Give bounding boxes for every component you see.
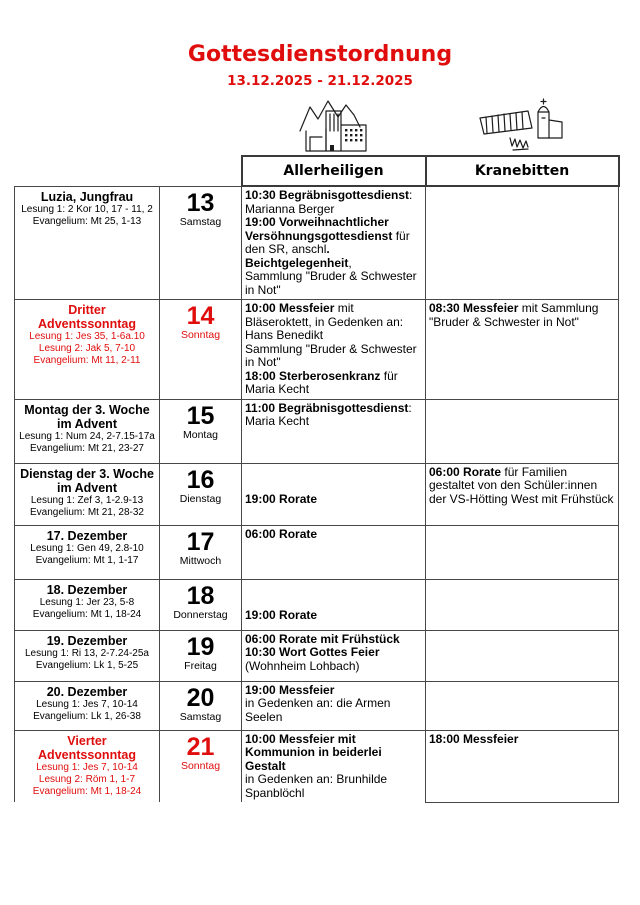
service-line <box>245 370 422 397</box>
day-title: 18. Dezember <box>46 582 128 597</box>
kranebitten-cell <box>426 399 619 463</box>
service-text: Marianna Berger <box>245 201 335 216</box>
day-number-cell <box>160 730 242 802</box>
table-row <box>15 525 619 579</box>
service-line <box>245 773 422 800</box>
service-text: mit Bläseroktett, in Gedenken an: Hans Benedikt <box>245 301 404 342</box>
day-number: 17 <box>186 527 215 556</box>
day-number-cell <box>160 186 242 300</box>
day-number: 15 <box>186 401 215 430</box>
day-title: Dritter Adventssonntag <box>38 303 136 331</box>
allerheiligen-church-drawing-icon <box>296 95 388 155</box>
service-text: : <box>408 400 412 415</box>
service-time-bold: . Beichtgelegenheit <box>245 242 349 270</box>
day-title: Dienstag der 3. Woche im Advent <box>20 466 154 495</box>
header-spacer <box>15 156 242 186</box>
service-line <box>245 684 422 698</box>
reading-line: Lesung 2: Röm 1, 1-7 <box>38 773 136 785</box>
service-line <box>245 582 422 596</box>
day-title: 17. Dezember <box>46 528 128 543</box>
day-title: 20. Dezember <box>46 684 128 699</box>
table-row <box>15 186 619 300</box>
liturgical-day-cell <box>15 579 160 630</box>
service-text: in Gedenken an: die Armen Seelen <box>245 696 391 724</box>
reading-line: Evangelium: Mt 25, 1-13 <box>32 215 142 227</box>
day-title: Vierter Adventssonntag <box>38 733 136 762</box>
service-line <box>245 646 422 660</box>
kranebitten-cell <box>426 579 619 630</box>
weekday-label: Montag <box>182 428 219 441</box>
service-time-bold: 18:00 Sterberosenkranz <box>245 368 381 383</box>
allerheiligen-cell <box>242 300 426 400</box>
day-number: 16 <box>186 465 215 494</box>
service-time-bold: 19:00 Messfeier <box>245 682 335 697</box>
service-line <box>245 733 422 774</box>
service-time-bold: 08:30 Messfeier <box>429 301 519 315</box>
kranebitten-cell <box>426 681 619 730</box>
table-row <box>15 399 619 463</box>
service-text: für Familien gestaltet von den Schüler:innen der VS-Hötting West mit Frühstück <box>429 464 614 506</box>
service-line <box>245 302 422 343</box>
day-number-cell <box>160 681 242 730</box>
service-line <box>245 402 422 416</box>
reading-line: Evangelium: Lk 1, 5-25 <box>35 659 139 671</box>
reading-line: Lesung 1: Gen 49, 2.8-10 <box>30 542 144 554</box>
column-header-allerheiligen: Allerheiligen <box>242 156 426 186</box>
reading-line: Evangelium: Mt 11, 2-11 <box>33 355 141 366</box>
allerheiligen-cell <box>242 399 426 463</box>
day-number-cell <box>160 579 242 630</box>
service-time-bold: 19:00 Rorate <box>245 491 318 506</box>
day-title: Luzia, Jungfrau <box>40 189 134 204</box>
kranebitten-cell <box>426 730 619 802</box>
service-time-bold: 06:00 Rorate <box>245 526 318 541</box>
kranebitten-cell <box>426 525 619 579</box>
day-number-cell <box>160 630 242 681</box>
service-text: Maria Kecht <box>245 414 310 428</box>
weekday-label: Samstag <box>179 215 222 228</box>
table-row <box>15 630 619 681</box>
service-line <box>245 609 422 623</box>
kranebitten-cell <box>426 463 619 525</box>
allerheiligen-cell <box>242 463 426 525</box>
kranebitten-cell <box>426 630 619 681</box>
table-row <box>15 681 619 730</box>
table-row <box>15 300 619 400</box>
reading-line: Lesung 1: Jer 23, 5-8 <box>39 596 135 608</box>
service-line <box>245 189 422 203</box>
day-number: 20 <box>186 683 215 712</box>
service-text: Sammlung "Bruder & Schwester in Not" <box>245 341 417 369</box>
weekday-label: Sonntag <box>180 759 221 772</box>
day-number: 19 <box>186 632 215 661</box>
day-number-cell <box>160 300 242 400</box>
day-number: 14 <box>186 302 215 330</box>
reading-line: Lesung 1: Jes 35, 1-6a.10 <box>29 331 145 342</box>
service-line <box>429 733 615 747</box>
kranebitten-church-drawing-icon <box>472 98 568 154</box>
day-number-cell <box>160 399 242 463</box>
service-line <box>245 633 422 647</box>
liturgical-day-cell <box>15 730 160 802</box>
reading-line: Evangelium: Mt 1, 18-24 <box>32 608 142 620</box>
liturgical-day-cell <box>15 463 160 525</box>
reading-line: Evangelium: Mt 1, 18-24 <box>32 785 142 797</box>
allerheiligen-cell <box>242 681 426 730</box>
liturgical-day-cell <box>15 681 160 730</box>
service-time-bold: 10:30 Wort Gottes Feier <box>245 645 380 659</box>
reading-line: Evangelium: Mt 1, 1-17 <box>35 554 139 566</box>
weekday-label: Dienstag <box>179 492 222 505</box>
service-line <box>245 270 422 297</box>
table-row <box>15 463 619 525</box>
liturgical-day-cell <box>15 630 160 681</box>
service-time-bold: 11:00 Begräbnisgottesdienst <box>245 400 409 415</box>
service-text: für Maria Kecht <box>245 368 398 396</box>
reading-line: Lesung 1: 2 Kor 10, 17 - 11, 2 <box>21 203 153 215</box>
kranebitten-cell <box>426 186 619 300</box>
date-range: 13.12.2025 - 21.12.2025 <box>227 73 413 89</box>
service-line <box>429 302 615 329</box>
service-text: für den SR, anschl <box>245 228 410 256</box>
service-line <box>245 660 422 674</box>
table-row <box>15 730 619 802</box>
service-time-bold: 18:00 Messfeier <box>429 731 519 746</box>
allerheiligen-cell <box>242 186 426 300</box>
reading-line: Lesung 1: Jes 7, 10-14 <box>36 761 138 773</box>
service-time-bold: 06:00 Rorate <box>429 464 502 479</box>
allerheiligen-cell <box>242 630 426 681</box>
service-time-bold: 19:00 Vorweihnachtlicher Versöhnungsgottesdienst <box>245 215 393 243</box>
allerheiligen-cell <box>242 579 426 630</box>
service-time-bold: 10:00 Messfeier mit Kommunion in beiderlei Gestalt <box>245 731 382 773</box>
weekday-label: Mittwoch <box>179 554 222 567</box>
weekday-label: Sonntag <box>180 329 221 341</box>
reading-line: Lesung 1: Zef 3, 1-2.9-13 <box>30 494 144 506</box>
allerheiligen-cell <box>242 730 426 802</box>
service-line <box>245 528 422 542</box>
service-text: Sammlung "Bruder & Schwester in Not" <box>245 269 417 297</box>
service-line <box>245 343 422 370</box>
day-number: 18 <box>186 581 215 610</box>
service-text: in Gedenken an: Brunhilde Spanblöchl <box>245 772 388 800</box>
liturgical-day-cell <box>15 399 160 463</box>
reading-line: Lesung 1: Num 24, 2-7.15-17a <box>19 430 155 442</box>
kranebitten-cell <box>426 300 619 400</box>
weekday-label: Samstag <box>179 710 222 723</box>
schedule-body <box>15 186 619 802</box>
service-text: (Wohnheim Lohbach) <box>245 658 360 673</box>
day-number: 21 <box>186 732 215 761</box>
service-line <box>245 216 422 270</box>
service-line <box>245 479 422 493</box>
weekday-label: Donnerstag <box>173 608 228 621</box>
service-line <box>429 466 615 507</box>
reading-line: Evangelium: Mt 21, 28-32 <box>30 506 144 518</box>
liturgical-day-cell <box>15 525 160 579</box>
service-line <box>245 466 422 480</box>
reading-line: Lesung 1: Jes 7, 10-14 <box>36 698 138 710</box>
service-line <box>245 493 422 507</box>
service-line <box>245 595 422 609</box>
day-number: 13 <box>186 188 215 217</box>
service-line <box>245 415 422 429</box>
service-line <box>245 697 422 724</box>
schedule-table <box>14 155 620 803</box>
day-title: 19. Dezember <box>46 633 128 648</box>
allerheiligen-cell <box>242 525 426 579</box>
service-time-bold: 19:00 Rorate <box>245 607 318 622</box>
day-number-cell <box>160 463 242 525</box>
weekday-label: Freitag <box>184 659 217 672</box>
service-time-bold: 10:00 Messfeier <box>245 301 335 315</box>
service-text: mit Sammlung "Bruder & Schwester in Not" <box>429 301 599 329</box>
column-header-kranebitten: Kranebitten <box>426 156 619 186</box>
table-row <box>15 579 619 630</box>
service-text: : <box>409 188 413 202</box>
liturgical-day-cell <box>15 300 160 400</box>
day-number-cell <box>160 525 242 579</box>
service-time-bold: 10:30 Begräbnisgottesdienst <box>245 188 410 202</box>
header-row <box>15 156 619 186</box>
service-text: , <box>348 255 352 270</box>
day-title: Montag der 3. Woche im Advent <box>24 402 150 431</box>
reading-line: Evangelium: Lk 1, 26-38 <box>33 710 141 722</box>
service-line <box>245 203 422 217</box>
page-title: Gottesdienstordnung <box>187 42 453 67</box>
liturgical-day-cell <box>15 186 160 300</box>
reading-line: Lesung 2: Jak 5, 7-10 <box>38 343 136 354</box>
reading-line: Lesung 1: Ri 13, 2-7.24-25a <box>25 647 149 659</box>
reading-line: Evangelium: Mt 21, 23-27 <box>30 442 144 454</box>
service-time-bold: 06:00 Rorate mit Frühstück <box>245 631 400 646</box>
